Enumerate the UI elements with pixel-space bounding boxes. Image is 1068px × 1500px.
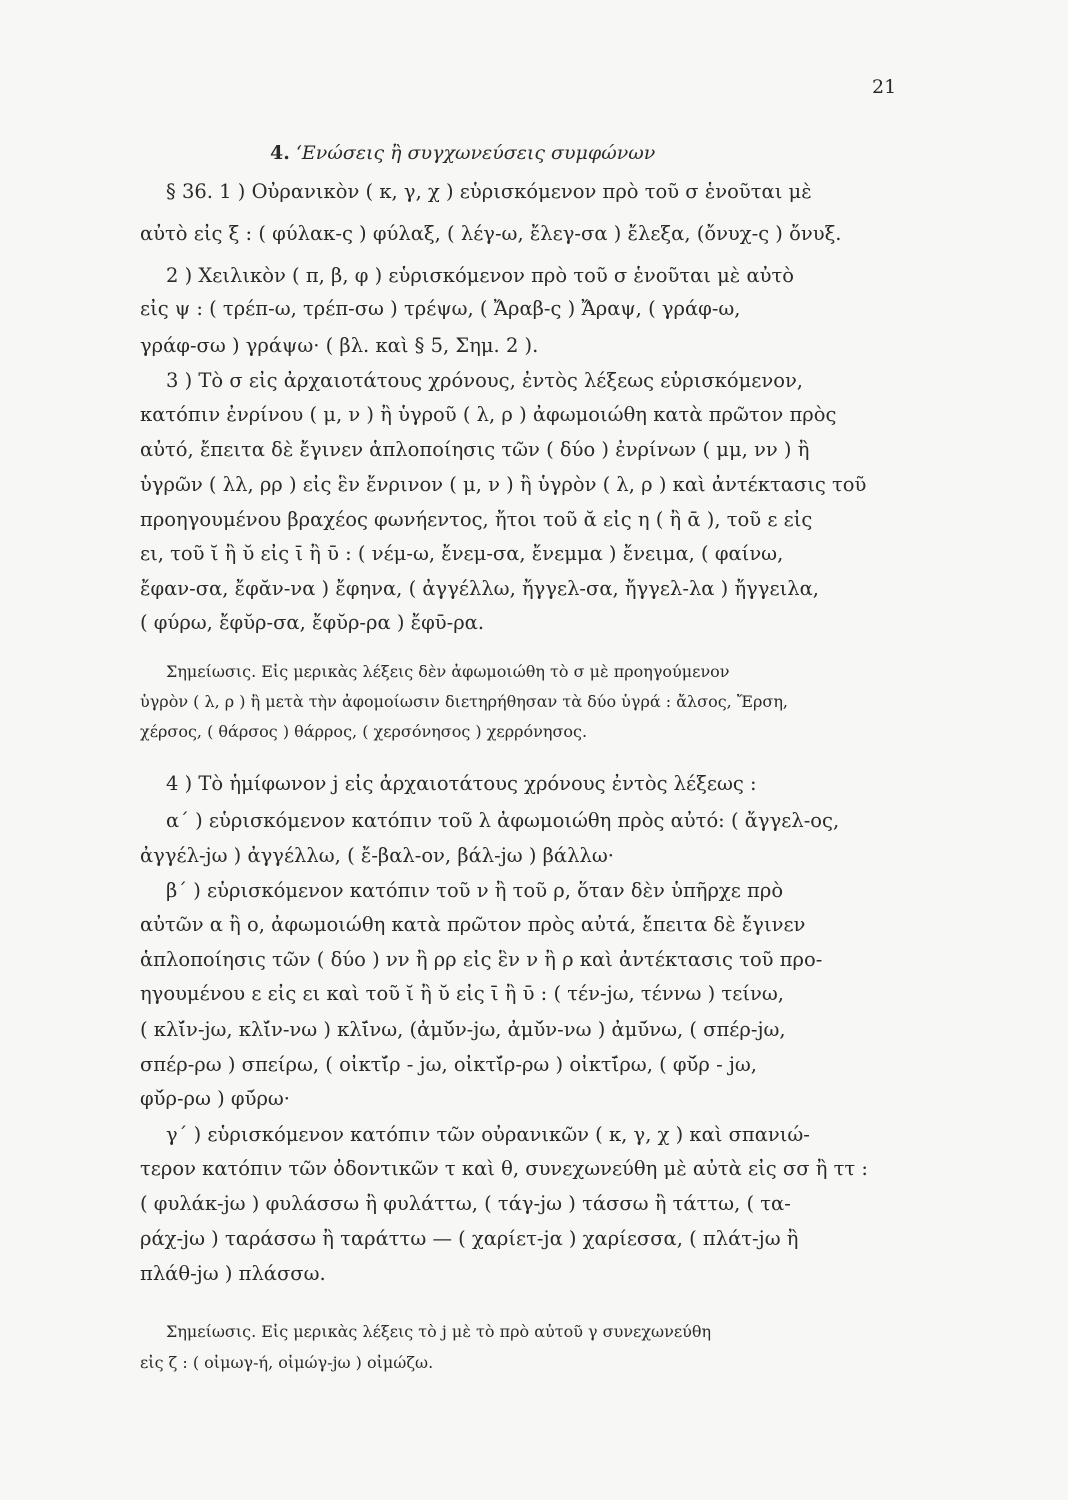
note-line: εἰς ζ : ( οἰμωγ-ή, οἰμώγ-jω ) οἰμώζω. (140, 1353, 434, 1372)
text-line: γράφ-σω ) γράψω· ( βλ. καὶ § 5, Σημ. 2 ). (140, 334, 539, 357)
text-line: α΄ ) εὑρισκόμενον κατόπιν τοῦ λ ἀφωμοιώθη πρὸς αὐτό: ( ἄγγελ-ος, (166, 809, 840, 832)
text-line: αὐτό, ἔπειτα δὲ ἔγινεν ἁπλοποίησις τῶν ( δύο ) ἐνρίνων ( μμ, νν ) ἢ (140, 438, 810, 461)
note-line: Σημείωσις. Εἰς μερικὰς λέξεις δὲν ἀφωμοιώθη τὸ σ μὲ προηγούμενον (166, 662, 730, 681)
text-line: ὑγρῶν ( λλ, ρρ ) εἰς ἓν ἔνρινον ( μ, ν ) ἢ ὑγρὸν ( λ, ρ ) καὶ ἀντέκτασις τοῦ (140, 473, 867, 496)
text-line: 4 ) Τὸ ἡμίφωνον j εἰς ἀρχαιοτάτους χρόνους ἐντὸς λέξεως : (166, 772, 757, 795)
text-line: ( φυλάκ-jω ) φυλάσσω ἢ φυλάττω, ( τάγ-jω ) τάσσω ἢ τάττω, ( τα- (140, 1192, 791, 1215)
text-line: εἰς ψ : ( τρέπ-ω, τρέπ-σω ) τρέψω, ( Ἄραβ-ς ) Ἄραψ, ( γράφ-ω, (140, 297, 741, 320)
text-line: τερον κατόπιν τῶν ὀδοντικῶν τ καὶ θ, συνεχωνεύθη μὲ αὐτὰ εἰς σσ ἢ ττ : (140, 1157, 868, 1180)
note-line: ὑγρὸν ( λ, ρ ) ἢ μετὰ τὴν ἀφομοίωσιν διετηρήθησαν τὰ δύο ὑγρά : ἄλσος, Ἔρση, (140, 692, 788, 711)
text-line: § 36. 1 ) Οὐρανικὸν ( κ, γ, χ ) εὑρισκόμενον πρὸ τοῦ σ ἑνοῦται μὲ (166, 180, 812, 203)
section-heading-number: 4. (270, 142, 290, 164)
text-line: ( φύρω, ἔφῠρ-σα, ἔφῠρ-ρα ) ἔφῡ-ρα. (140, 611, 485, 634)
text-line: β΄ ) εὑρισκόμενον κατόπιν τοῦ ν ἢ τοῦ ρ, ὅταν δὲν ὑπῆρχε πρὸ (166, 879, 784, 902)
text-line: προηγουμένου βραχέος φωνήεντος, ἤτοι τοῦ ᾰ εἰς η ( ἢ ᾱ ), τοῦ ε εἰς (140, 508, 813, 531)
text-line: κατόπιν ἐνρίνου ( μ, ν ) ἢ ὑγροῦ ( λ, ρ ) ἀφωμοιώθη κατὰ πρῶτον πρὸς (140, 403, 837, 426)
text-line: γ΄ ) εὑρισκόμενον κατόπιν τῶν οὐρανικῶν ( κ, γ, χ ) καὶ σπανιώ- (166, 1123, 810, 1146)
page-number: 21 (872, 76, 897, 98)
text-line: ἔφαν-σα, ἔφᾰν-να ) ἔφηνα, ( ἀγγέλλω, ἤγγελ-σα, ἤγγελ-λα ) ἤγγειλα, (140, 577, 819, 600)
text-line: ( κλῐ́ν-jω, κλῐ́ν-νω ) κλῑ́νω, (ἀμῠ́ν-jω, ἀμῠ́ν-νω ) ἀμῡ́νω, ( σπέρ-jω, (140, 1018, 786, 1041)
section-heading (270, 142, 655, 164)
note-line: χέρσος, ( θάρσος ) θάρρος, ( χερσόνησος ) χερρόνησος. (140, 722, 588, 741)
text-line: σπέρ-ρω ) σπείρω, ( οἰκτῐ́ρ - jω, οἰκτῐ́ρ-ρω ) οἰκτῑ́ρω, ( φῠ́ρ - jω, (140, 1053, 758, 1076)
text-line: αὐτῶν α ἢ ο, ἀφωμοιώθη κατὰ πρῶτον πρὸς αὐτά, ἔπειτα δὲ ἔγινεν (140, 913, 806, 936)
text-line: ράχ-jω ) ταράσσω ἢ ταράττω — ( χαρίετ-jα ) χαρίεσσα, ( πλάτ-jω ἢ (140, 1227, 799, 1250)
text-line: 3 ) Τὸ σ εἰς ἀρχαιοτάτους χρόνους, ἐντὸς λέξεως εὑρισκόμενον, (166, 369, 803, 392)
text-line: φῠ́ρ-ρω ) φῡ́ρω· (140, 1087, 291, 1110)
section-heading-title: ‘Ενώσεις ἢ συγχωνεύσεις συμφώνων (295, 142, 656, 164)
note-line: Σημείωσις. Εἰς μερικὰς λέξεις τὸ j μὲ τὸ πρὸ αὐτοῦ γ συνεχωνεύθη (166, 1322, 712, 1341)
text-line: πλάθ-jω ) πλάσσω. (140, 1262, 326, 1285)
text-line: ει, τοῦ ῐ ἢ ῠ εἰς ῑ ἢ ῡ : ( νέμ-ω, ἔνεμ-σα, ἔνεμμα ) ἔνειμα, ( φαίνω, (140, 542, 784, 565)
text-line: ἀγγέλ-jω ) ἀγγέλλω, ( ἔ-βαλ-ον, βάλ-jω ) βάλλω· (140, 844, 614, 867)
text-line: αὐτὸ εἰς ξ : ( φύλακ-ς ) φύλαξ, ( λέγ-ω, ἔλεγ-σα ) ἔλεξα, (ὄνυχ-ς ) ὄνυξ. (140, 222, 842, 245)
text-line: 2 ) Χειλικὸν ( π, β, φ ) εὑρισκόμενον πρὸ τοῦ σ ἑνοῦται μὲ αὐτὸ (166, 264, 795, 287)
text-line: ἁπλοποίησις τῶν ( δύο ) νν ἢ ρρ εἰς ἓν ν ἢ ρ καὶ ἀντέκτασις τοῦ προ- (140, 948, 823, 971)
text-line: ηγουμένου ε εἰς ει καὶ τοῦ ῐ ἢ ῠ εἰς ῑ ἢ ῡ : ( τέν-jω, τέννω ) τείνω, (140, 982, 784, 1005)
